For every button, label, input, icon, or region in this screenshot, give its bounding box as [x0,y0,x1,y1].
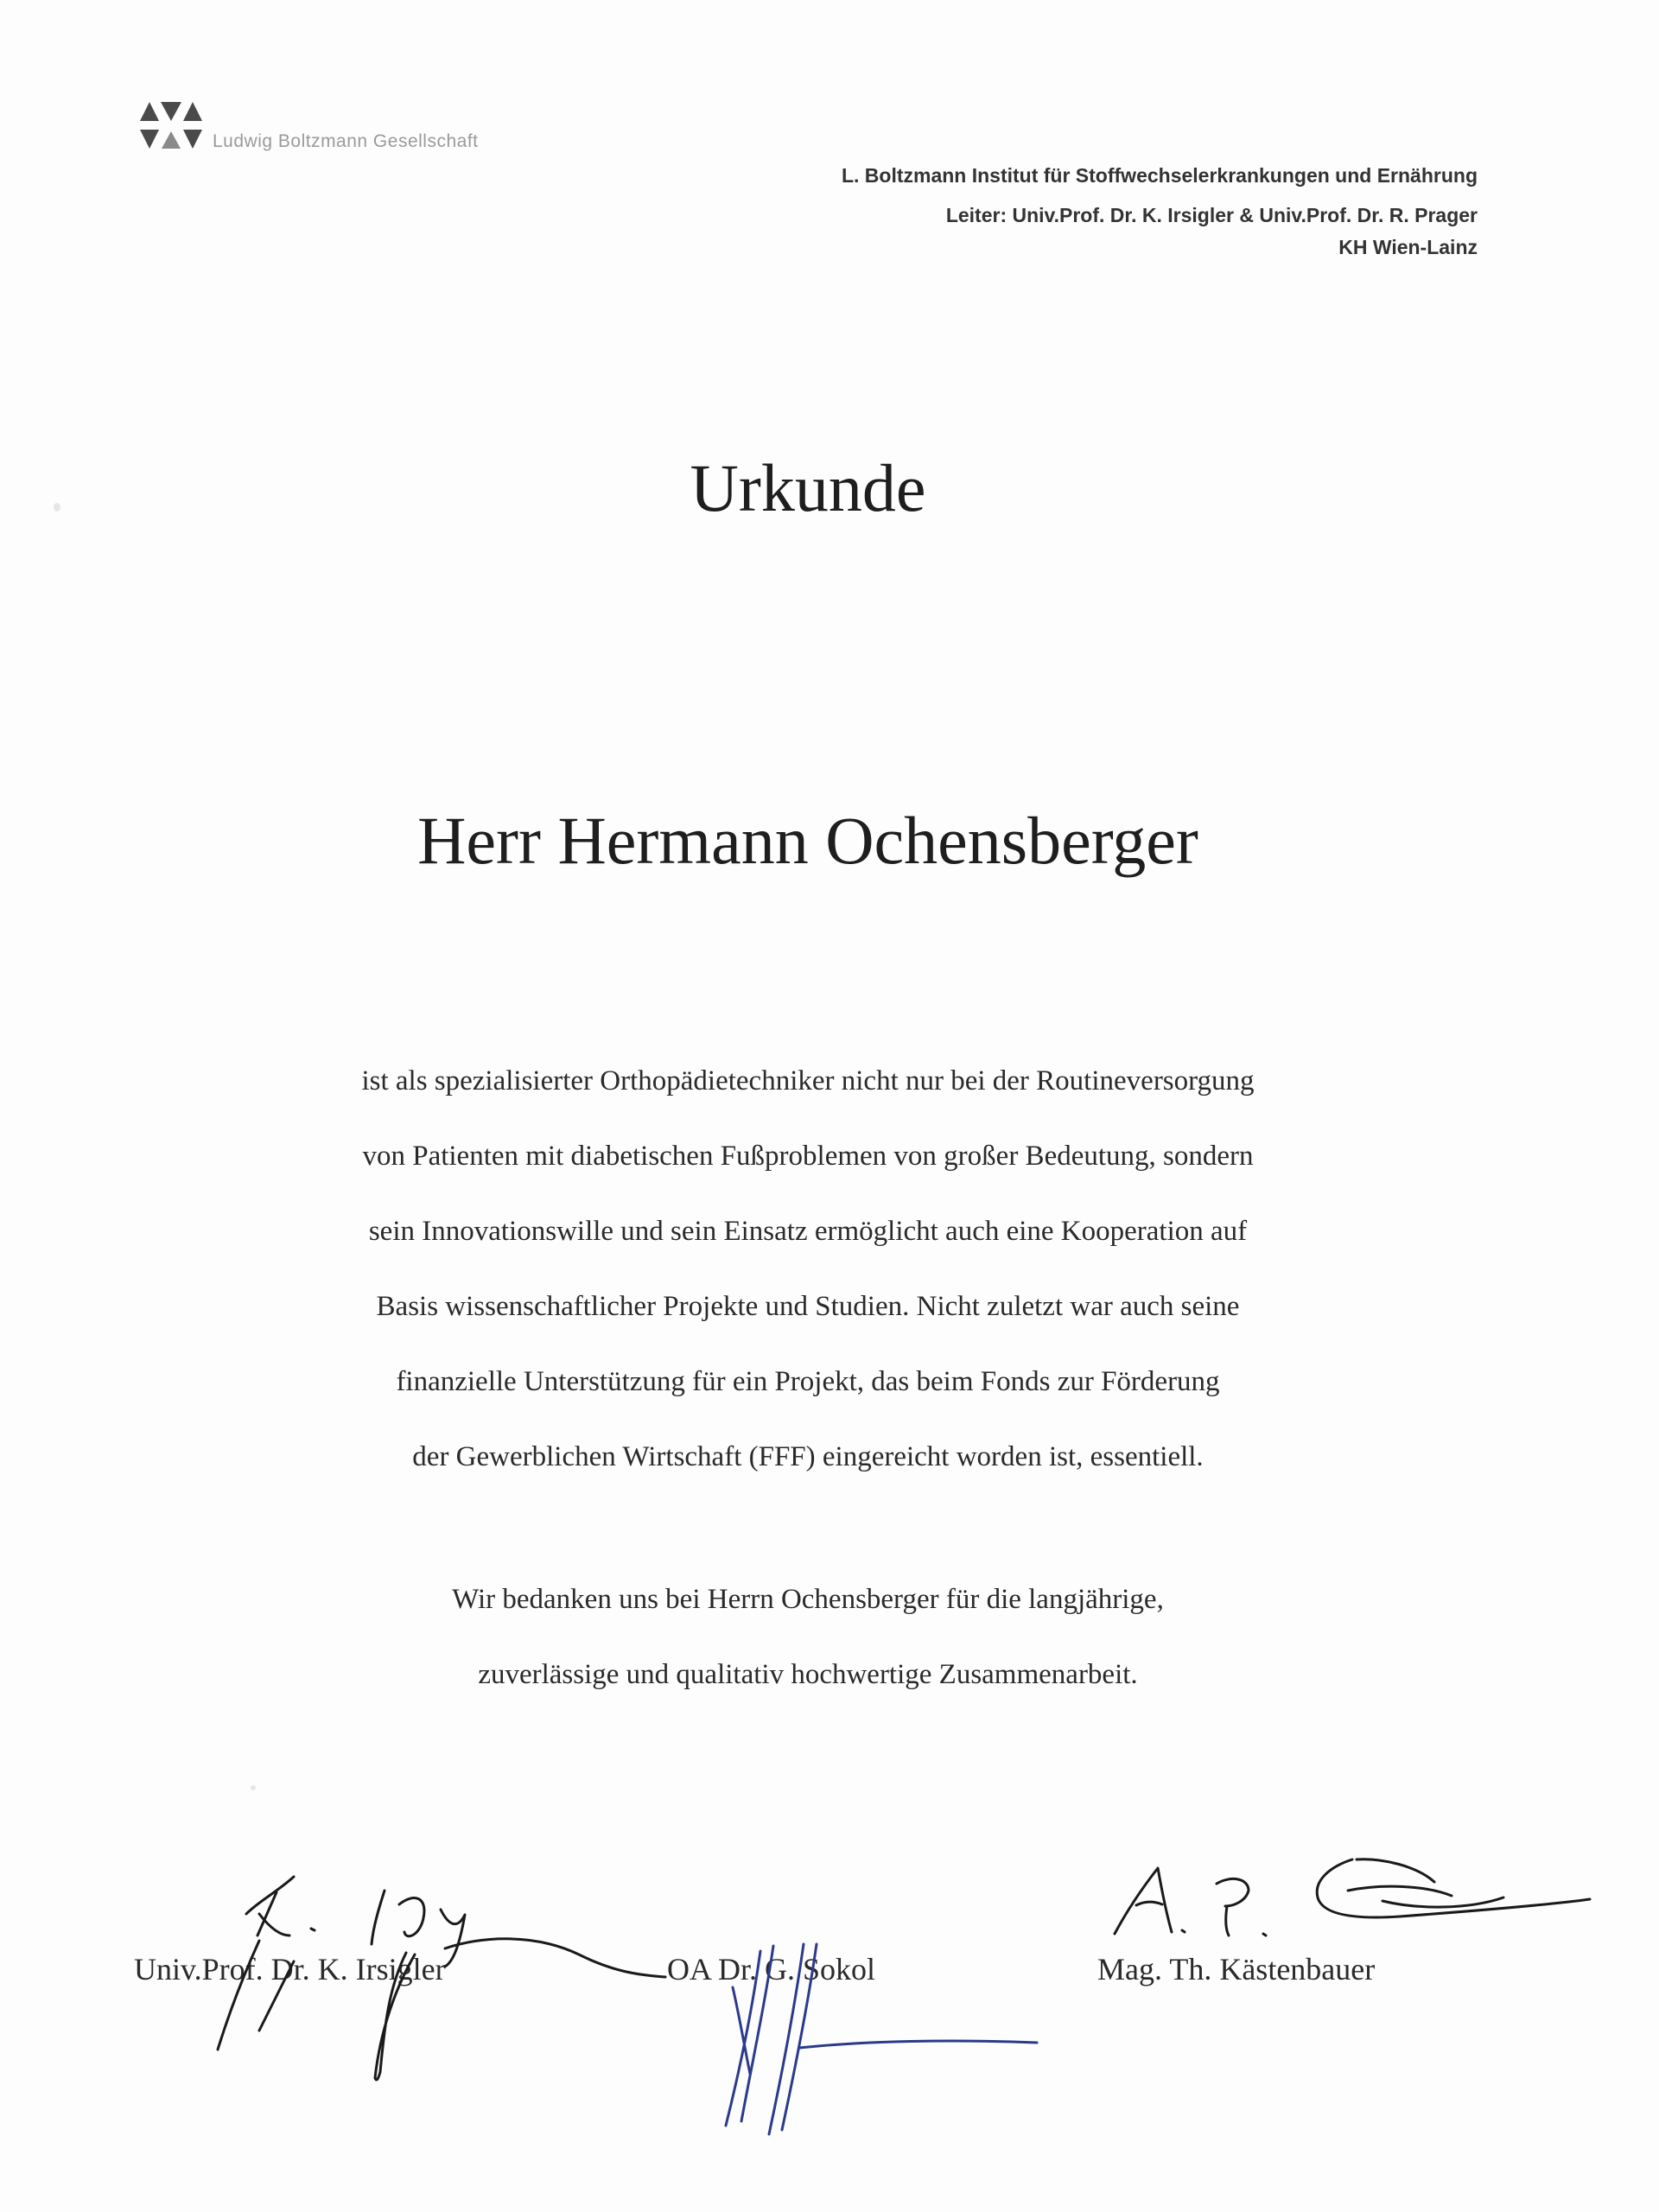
paper-speck [251,1785,256,1790]
citation-line: Basis wissenschaftlicher Projekte und Studien. Nicht zuletzt war auch seine [376,1291,1240,1322]
institute-location: KH Wien-Lainz [1338,236,1478,258]
signatory-irsigler: Univ.Prof. Dr. K. Irsigler [134,1952,446,1986]
triangle-grid-logo-icon [138,100,204,154]
paper-speck [54,503,60,512]
logo-text: Ludwig Boltzmann Gesellschaft [213,131,479,151]
signatory-kaestenbauer: Mag. Th. Kästenbauer [1097,1952,1376,1986]
signature-kaestenbauer [1115,1859,1590,1936]
institute-leaders: Leiter: Univ.Prof. Dr. K. Irsigler & Univ.Prof. Dr. R. Prager [945,204,1478,226]
institute-name: L. Boltzmann Institut für Stoffwechselerkrankungen und Ernährung [841,164,1478,187]
thanks-line: zuverlässige und qualitativ hochwertige Zusammenarbeit. [478,1659,1138,1690]
document-title: Urkunde [690,450,926,525]
signatory-sokol: OA Dr. G. Sokol [667,1952,876,1986]
recipient-name: Herr Hermann Ochensberger [417,803,1198,878]
citation-line: finanzielle Unterstützung für ein Projekt, das beim Fonds zur Förderung [396,1366,1220,1397]
citation-line: ist als spezialisierter Orthopädietechniker nicht nur bei der Routineversorgung [361,1065,1255,1096]
thanks-line: Wir bedanken uns bei Herrn Ochensberger für die langjährige, [452,1584,1164,1615]
institute-header [842,166,1478,257]
thanks-text [173,1562,1443,1713]
citation-line: der Gewerblichen Wirtschaft (FFF) eingereicht worden ist, essentiell. [412,1441,1204,1472]
citation-text [173,1044,1443,1495]
citation-line: von Patienten mit diabetischen Fußproblemen von großer Bedeutung, sondern [362,1141,1254,1172]
logo [138,100,479,154]
citation-line: sein Innovationswille und sein Einsatz ermöglicht auch eine Kooperation auf [368,1216,1248,1247]
